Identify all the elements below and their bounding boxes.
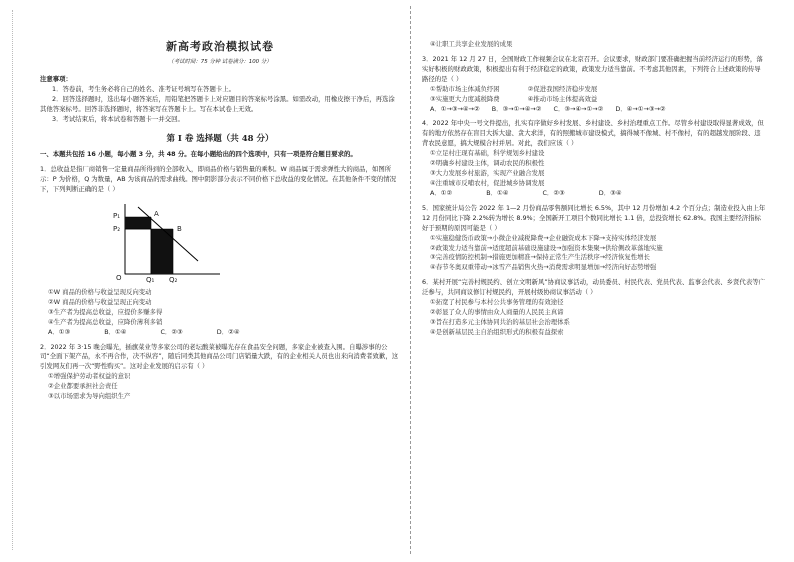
question-stem: 2．2022 年 3·15 晚会曝光，插旗菜业等多家公司的老坛酸菜被曝光存在食品安全问题，多家企业被查入围。自曝涉事的公司“全面下架产品，永不再合作，决不纵容”，随后同类其他商品公司门店销量大跌，有的企业相关人员也出来向消费者致歉，这引发网友们再一次“野性购买”。这对企业发展的启示有（ ）: [40, 342, 399, 371]
option: ①W 商品的价格与收益呈现反向变动: [48, 287, 152, 296]
option: ①拓宽了村民参与本村公共事务管理的有效途径: [430, 298, 564, 307]
question-1: [40, 165, 400, 337]
option: ②政策发力适当靠前→适度超前基础设施建设→加强资本集聚→供给侧改革落地实施: [430, 243, 663, 252]
option: ①立足村庄现有基础，科学规划乡村建设: [430, 149, 545, 158]
answer-c: C．③→④→①→②: [553, 104, 604, 113]
question-5: [422, 204, 767, 273]
notice-item: 1．答卷前，考生务必将自己的姓名、准考证号填写在答题卡上。: [52, 85, 236, 94]
label-o: O: [116, 273, 122, 282]
option: ③大力发展乡村旅游，实现产业融合发展: [430, 169, 545, 178]
option: ③生产者为提高总收益，应提价多赚多得: [48, 307, 163, 316]
question-stem: 5．国家统计局公告 2022 年 1—2 月份商品零售额同比增长 6.5%，其中 12 月份增加 4.2 个百分点；制造业投入由上年 12 月份同比下降 2.2%转为增长 8.9%；全国新开工项目个数同比增长 1.1 倍，总投资增长 62.8%。我国主要经济指标好于预期的原因可能是（ ）: [422, 203, 766, 232]
answer-b: B．③→①→④→②: [491, 104, 542, 113]
answer-a: A．①②: [430, 188, 453, 197]
label-p2: P₂: [113, 224, 121, 233]
answer-choices: [48, 328, 400, 338]
question-3: [422, 55, 767, 115]
answer-a: A．①③: [48, 327, 71, 336]
option: ③以市场需求为导向组织生产: [48, 392, 131, 401]
option: ②W 商品的价格与收益呈现正向变动: [48, 297, 152, 306]
answer-choices: [430, 105, 767, 115]
question-stem: 6．某村开展“完善村规民约、创立文明新风”协商议事活动，动员委员、村民代表、党员代表、监事会代表、乡贤代表等广泛参与，共同商议修订村规民约，开展村级协商议事活动（ ）: [422, 278, 765, 297]
answer-b: B．①④: [486, 188, 509, 197]
notice-item: 3．考试结束后，将本试卷和答题卡一并交回。: [52, 115, 184, 124]
answer-d: D．③④: [598, 188, 622, 197]
column-divider: [410, 6, 411, 554]
option: ②彰显了众人的事情由众人商量的人民民主真谛: [430, 308, 564, 317]
left-column: [40, 0, 400, 562]
option: ④是创新基层民主自治组织形式的积极有益探索: [430, 327, 564, 336]
notice-item: 2．回答选择题时，选出每小题答案后，用铅笔把答题卡上对应题目的答案标号涂黑。如需改动，用橡皮擦干净后，再选涂其他答案标号。回答非选择题时，将答案写在答题卡上。写在本试卷上无效。: [40, 95, 395, 114]
right-column: [422, 0, 767, 562]
question-stem: 3．2021 年 12 月 27 日，全国财政工作视频会议在北京召开。会议要求，财政部门要准确把握当前经济运行的形势，落实好积极的财政政策，积极提出有利于经济稳定的政策，政策发力适当靠前。不考虑其他因素，下列符合上述政策的传导路径的是（ ）: [422, 54, 763, 83]
page-title: 新高考政治模拟试卷: [166, 40, 274, 53]
label-b: B: [177, 224, 182, 233]
question-6: [422, 278, 767, 338]
option: ④春节冬奥双重带动→冰雪产品销售火热→消费需求明显增加→经济向好态势增强: [430, 263, 657, 272]
answer-d: D．②④: [216, 327, 240, 336]
option: ④让职工共享企业发展的成果: [430, 40, 513, 48]
label-a: A: [154, 209, 159, 218]
option: ③旨在打造多元主体协同共治的基层社会治理体系: [430, 317, 570, 326]
option: ①增强保护劳动者权益的意识: [48, 372, 131, 381]
notice-heading: 注意事项：: [40, 75, 72, 84]
question-stem: 4．2022 年中央一号文件提出，扎实有序做好乡村发展、乡村建设、乡村治理重点工作。尽管乡村建设取得显著成效，但有的地方依然存在盲目大拆大建、贪大求洋，有的照搬城市建设模式，搞得城不像城、村不像村，有的超越发展阶段、违背农民意愿，搞大规模合村并居。对此，我们应该（ ）: [422, 119, 764, 148]
option: ④推动市场主体提高效益: [527, 94, 598, 103]
question-2: [40, 343, 400, 403]
option: ③实施更大力度减税降费: [430, 94, 500, 103]
label-p1: P₁: [113, 211, 121, 220]
exam-info: （考试时间：75 分钟 试卷满分：100 分）: [168, 59, 272, 66]
binding-margin: [6, 0, 20, 562]
revenue-area-top: [125, 217, 151, 229]
answer-b: B．①④: [104, 327, 127, 336]
option: ④注重城市反哺农村，促进城乡协调发展: [430, 178, 545, 187]
option: ④生产者为提高总收益，应降价薄利多销: [48, 317, 163, 326]
answer-choices: [430, 189, 767, 199]
option: ②企业都要承担社会责任: [48, 382, 118, 391]
label-q2: Q₂: [169, 275, 178, 284]
demand-curve-figure: [110, 199, 230, 284]
section-intro: 一、本题共包括 16 小题，每小题 3 分，共 48 分。在每小题给出的四个选项中，只有一项是符合题目要求的。: [40, 150, 357, 159]
revenue-area-shared: [125, 229, 151, 274]
answer-a: A．①→③→④→②: [430, 104, 480, 113]
option: ①实施稳健货币政策→小微企业减税降费→企业融资成本下降→支持实体经济发展: [430, 233, 657, 242]
option: ②明确乡村建设主体，调动农民的积极性: [430, 159, 545, 168]
label-q1: Q₁: [146, 275, 155, 284]
answer-c: C．②③: [160, 327, 183, 336]
answer-c: C．②③: [542, 188, 565, 197]
section-title: 第 I 卷 选择题（共 48 分）: [166, 134, 274, 145]
option: ①帮助市场主体减负纾困: [430, 84, 500, 93]
option: ③完善疫情防控机制→措施更加精准→保持正常生产生活秩序→经济恢复性增长: [430, 253, 650, 262]
answer-d: D．④→①→③→②: [615, 104, 666, 113]
question-4: [422, 119, 767, 198]
question-stem: 1．总收益是指厂商销售一定量商品所得到的全部收入，即商品价格与销售量的乘积。W 商品属于需求弹性大的商品，如图所示：P 为价格，Q 为数量，AB 为该商品的需求曲线。图中阴影部分表示不同价格下总收益的变化情况。在其他条件不变的情况下，下列判断正确的是（ ）: [40, 165, 397, 193]
option: ②促进我国经济稳步发展: [527, 84, 598, 93]
